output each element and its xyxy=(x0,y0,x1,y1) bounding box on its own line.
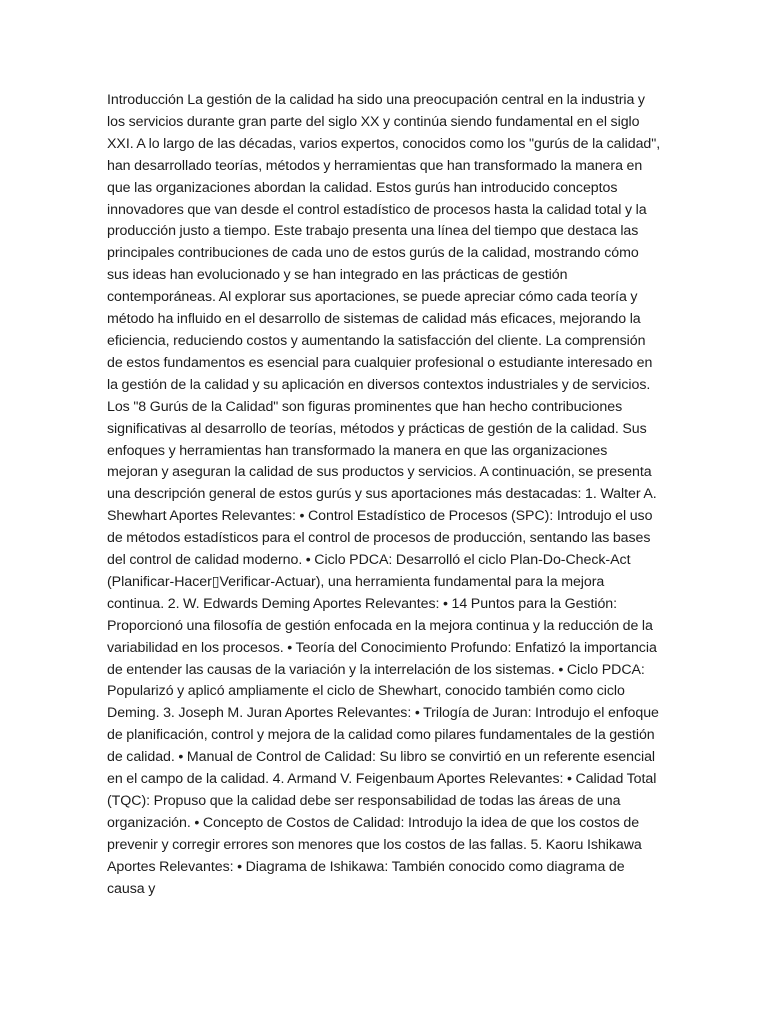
document-body-text: Introducción La gestión de la calidad ha sido una preocupación central en la industria y los servicios durante gran parte del siglo XX y continúa siendo fundamental en el siglo XXI. A lo largo de las décadas, varios expertos, conocidos como los "gurús de la calidad", han desarrollado teorías, métodos y herramientas que han transformado la manera en que las organizaciones abordan la calidad. Estos gurús han introducido conceptos innovadores que van desde el control estadístico de procesos hasta la calidad total y la producción justo a tiempo. Este trabajo presenta una línea del tiempo que destaca las principales contribuciones de cada uno de estos gurús de la calidad, mostrando cómo sus ideas han evolucionado y se han integrado en las prácticas de gestión contemporáneas. Al explorar sus aportaciones, se puede apreciar cómo cada teoría y método ha influido en el desarrollo de sistemas de calidad más eficaces, mejorando la eficiencia, reduciendo costos y aumentando la satisfacción del cliente. La comprensión de estos fundamentos es esencial para cualquier profesional o estudiante interesado en la gestión de la calidad y su aplicación en diversos contextos industriales y de servicios. Los "8 Gurús de la Calidad" son figuras prominentes que han hecho contribuciones significativas al desarrollo de teorías, métodos y prácticas de gestión de la calidad. Sus enfoques y herramientas han transformado la manera en que las organizaciones mejoran y aseguran la calidad de sus productos y servicios. A continuación, se presenta una descripción general de estos gurús y sus aportaciones más destacadas: 1. Walter A. Shewhart Aportes Relevantes: • Control Estadístico de Procesos (SPC): Introdujo el uso de métodos estadísticos para el control de procesos de producción, sentando las bases del control de calidad moderno. • Ciclo PDCA: Desarrolló el ciclo Plan-Do-Check-Act (Planificar-Hacer▯Verificar-Actuar), una herramienta fundamental para la mejora continua. 2. W. Edwards Deming Aportes Relevantes: • 14 Puntos para la Gestión: Proporcionó una filosofía de gestión enfocada en la mejora continua y la reducción de la variabilidad en los procesos. • Teoría del Conocimiento Profundo: Enfatizó la importancia de entender las causas de la variación y la interrelación de los sistemas. • Ciclo PDCA: Popularizó y aplicó ampliamente el ciclo de Shewhart, conocido también como ciclo Deming. 3. Joseph M. Juran Aportes Relevantes: • Trilogía de Juran: Introdujo el enfoque de planificación, control y mejora de la calidad como pilares fundamentales de la gestión de calidad. • Manual de Control de Calidad: Su libro se convirtió en un referente esencial en el campo de la calidad. 4. Armand V. Feigenbaum Aportes Relevantes: • Calidad Total (TQC): Propuso que la calidad debe ser responsabilidad de todas las áreas de una organización. • Concepto de Costos de Calidad: Introdujo la idea de que los costos de prevenir y corregir errores son menores que los costos de las fallas. 5. Kaoru Ishikawa Aportes Relevantes: • Diagrama de Ishikawa: También conocido como diagrama de causa y xyxy=(107,92,661,897)
